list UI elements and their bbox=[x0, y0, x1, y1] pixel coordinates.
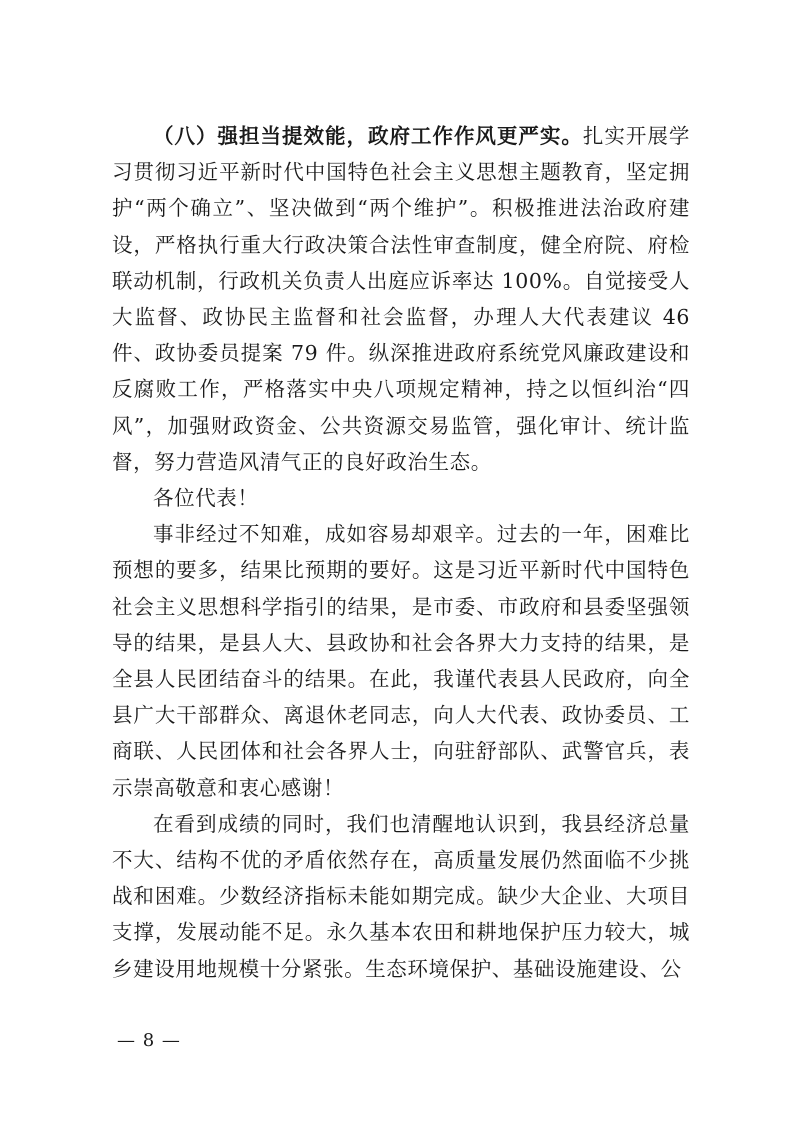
paragraph-challenges: 在看到成绩的同时，我们也清醒地认识到，我县经济总量不大、结构不优的矛盾依然存在，高质量发展仍然面临不少挑战和困难。少数经济指标未能如期完成。缺少大企业、大项目支撑，发展动能不足。永久基本农田和耕地保护压力较大，城乡建设用地规模十分紧张。生态环境保护、基础设施建设、公 bbox=[112, 811, 690, 981]
document-body bbox=[112, 118, 690, 987]
paragraph-gratitude: 事非经过不知难，成如容易却艰辛。过去的一年，困难比预想的要多，结果比预期的要好。这是习近平新时代中国特色社会主义思想科学指引的结果，是市委、市政府和县委坚强领导的结果，是县人大、县政协和社会各界大力支持的结果，是全县人民团结奋斗的结果。在此，我谨代表县人民政府，向全县广大干部群众、离退休老同志，向人大代表、政协委员、工商联、人民团体和社会各界人士，向驻舒部队、武警官兵，表示崇高敬意和衷心感谢！ bbox=[112, 522, 690, 800]
page-number: — 8 — bbox=[117, 1030, 181, 1051]
paragraph-salutation: 各位代表！ bbox=[153, 486, 259, 511]
section-heading: （八）强担当提效能，政府工作作风更严实。 bbox=[153, 124, 583, 148]
paragraph-work-style bbox=[112, 118, 690, 480]
paragraph-text: 扎实开展学习贯彻习近平新时代中国特色社会主义思想主题教育，坚定拥护“两个确立”、坚决做到“两个维护”。积极推进法治政府建设，严格执行重大行政决策合法性审查制度，健全府院、府检联动机制，行政机关负责人出庭应诉率达 100%。自觉接受人大监督、政协民主监督和社会监督，办理人大代表建议 46 件、政协委员提案 79 件。纵深推进政府系统党风廉政建设和反腐败工作，严格落实中央八项规定精神，持之以恒纠治“四风”，加强财政资金、公共资源交易监管，强化审计、统计监督，努力营造风清气正的良好政治生态。 bbox=[112, 124, 691, 474]
